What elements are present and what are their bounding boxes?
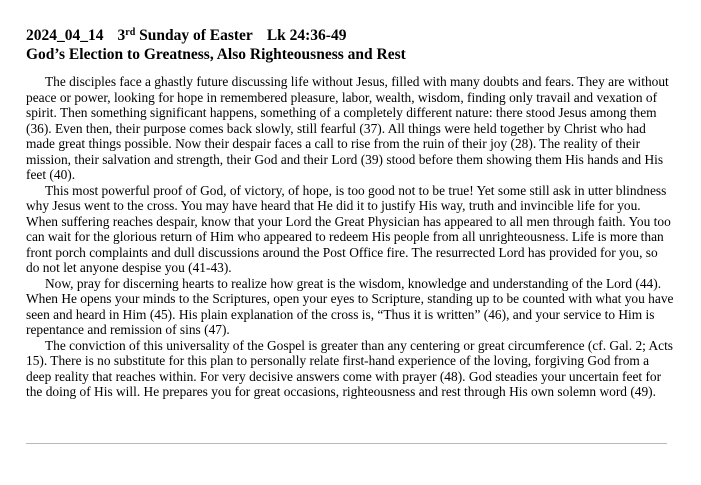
ordinal-number: 3	[117, 27, 126, 44]
paragraph: The disciples face a ghastly future discussing life without Jesus, filled with many doubts and fears. They are without peace or power, looking for hope in remembered pleasure, labor, wealth, wisdom, finding only travail and vexation of spirit. Then something significant happens, something of a completely different nature: there stood Jesus among them (36). Even then, their purpose comes back slowly, still fearful (37). All things were held together by Christ who had made great things possible. Now their despair faces a call to rise from the ruin of their joy (28). The reality of their mission, their salvation and strength, their God and their Lord (39) stood before them showing them His hands and His feet (40).	[26, 74, 669, 182]
paragraph: The conviction of this universality of the Gospel is greater than any centering or great circumference (cf. Gal. 2; Acts 15). There is no substitute for this plan to personally relate first-hand experience of the loving, forgiving God from a deep reality that reaches within. For very decisive answers come with prayer (48). God steadies your uncertain feet for the doing of His will. He prepares you for great occasions, righteousness and rest through His own solemn word (49).	[26, 337, 674, 399]
sermon-occasion: Sunday of Easter	[139, 27, 253, 44]
bottom-divider	[26, 443, 667, 444]
paragraph: Now, pray for discerning hearts to realize how great is the wisdom, knowledge and understanding of the Lord (44). When He opens your minds to the Scriptures, open your eyes to Scripture, standing up to be counted with what you have seen and heard in Him (45). His plain explanation of the cross is, “Thus it is written” (46), and your service to Him is repentance and remission of sins (47).	[26, 275, 674, 337]
sermon-ordinal	[118, 27, 136, 44]
paragraph: This most powerful proof of God, of victory, of hope, is too good not to be true! Yet some still ask in utter blindness why Jesus went to the cross. You may have heard that He did it to justify His way, truth and invincible life for you. When suffering reaches despair, know that your Lord the Great Physician has appeared to all men through faith. You too can wait for the glorious return of Him who appeared to redeem His people from all unrighteousness. Life is more than front porch complaints and dull discussions around the Post Office fire. The resurrected Lord has provided for you, so do not let anyone despise you (41-43).	[26, 182, 671, 275]
sermon-title: God’s Election to Greatness, Also Righteousness and Rest	[26, 46, 406, 63]
sermon-header	[26, 26, 674, 45]
scripture-reference: Lk 24:36-49	[266, 27, 347, 44]
document-page	[26, 26, 674, 400]
sermon-date: 2024_04_14	[26, 27, 104, 44]
sermon-body	[26, 74, 674, 400]
ordinal-suffix: rd	[125, 27, 136, 38]
